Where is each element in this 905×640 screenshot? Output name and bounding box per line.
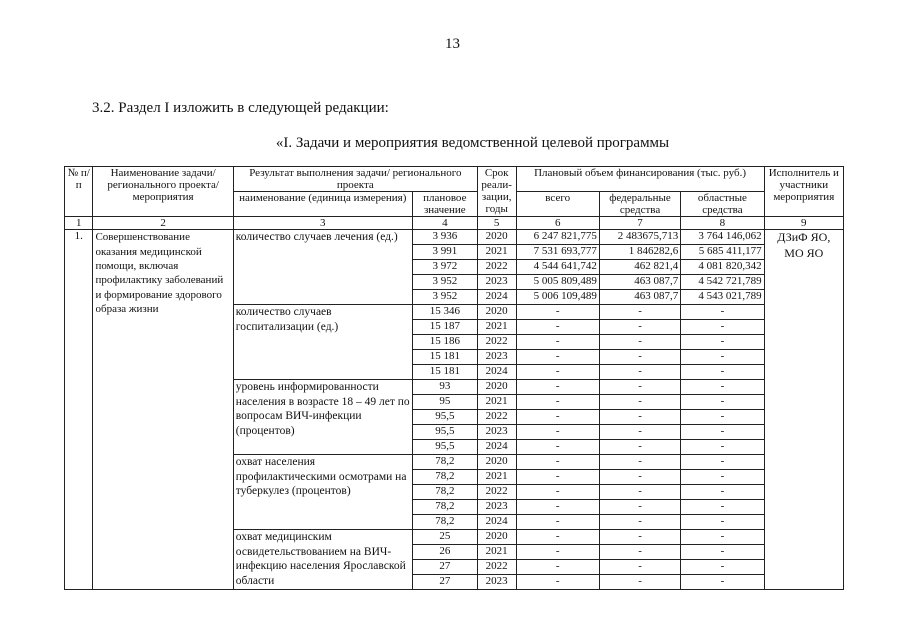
result-name: количество случаев госпитализации (ед.) [233,305,412,380]
finance-total: 5 006 109,489 [516,290,599,305]
finance-federal: - [599,440,680,455]
result-value: 27 [412,560,477,575]
finance-regional: - [681,350,764,365]
result-name: охват медицинским освидетельствованием на ВИЧ-инфекцию населения Ярославской области [233,530,412,590]
finance-regional: - [681,410,764,425]
finance-regional: 4 081 820,342 [681,260,764,275]
header-result: Результат выполнения задачи/ регионального проекта [233,167,477,192]
finance-regional: - [681,515,764,530]
finance-total: - [516,335,599,350]
finance-regional: - [681,575,764,590]
finance-federal: - [599,305,680,320]
column-number: 4 [412,217,477,230]
task-name: Совершенствование оказания медицинской помощи, включая профилактику заболеваний и формирование здорового образа жизни [93,230,233,590]
column-number: 1 [65,217,93,230]
result-value: 25 [412,530,477,545]
finance-federal: - [599,380,680,395]
result-name: количество случаев лечения (ед.) [233,230,412,305]
section-heading: 3.2. Раздел I изложить в следующей редакции: [92,100,389,116]
header-result-value: плановое значение [412,192,477,217]
finance-total: - [516,530,599,545]
result-value: 78,2 [412,485,477,500]
term-year: 2023 [477,275,516,290]
header-task: Наименование задачи/ регионального проекта/ мероприятия [93,167,233,217]
result-name: охват населения профилактическими осмотрами на туберкулез (процентов) [233,455,412,530]
finance-federal: - [599,485,680,500]
finance-federal: - [599,425,680,440]
term-year: 2021 [477,395,516,410]
result-value: 95,5 [412,410,477,425]
finance-total: 5 005 809,489 [516,275,599,290]
column-number: 6 [516,217,599,230]
finance-federal: - [599,320,680,335]
finance-total: - [516,440,599,455]
finance-regional: - [681,305,764,320]
column-number: 7 [599,217,680,230]
finance-regional: 3 764 146,062 [681,230,764,245]
finance-federal: - [599,455,680,470]
finance-regional: - [681,440,764,455]
finance-federal: - [599,575,680,590]
term-year: 2020 [477,455,516,470]
term-year: 2021 [477,320,516,335]
header-finance: Плановый объем финансирования (тыс. руб.) [516,167,764,192]
header-num: № п/п [65,167,93,217]
result-name: уровень информированности населения в возрасте 18 – 49 лет по вопросам ВИЧ-инфекции (процентов) [233,380,412,455]
result-value: 3 952 [412,275,477,290]
finance-federal: - [599,335,680,350]
header-executor: Исполнитель и участники мероприятия [764,167,843,217]
result-value: 78,2 [412,515,477,530]
term-year: 2022 [477,335,516,350]
finance-total: - [516,380,599,395]
result-value: 26 [412,545,477,560]
finance-total: - [516,365,599,380]
program-table [64,166,844,590]
result-value: 3 991 [412,245,477,260]
finance-total: - [516,305,599,320]
term-year: 2022 [477,560,516,575]
finance-federal: - [599,560,680,575]
term-year: 2022 [477,260,516,275]
result-value: 93 [412,380,477,395]
finance-total: 7 531 693,777 [516,245,599,260]
finance-federal: - [599,350,680,365]
term-year: 2022 [477,410,516,425]
finance-total: - [516,395,599,410]
finance-regional: - [681,545,764,560]
finance-regional: 4 542 721,789 [681,275,764,290]
result-value: 95,5 [412,440,477,455]
finance-regional: - [681,530,764,545]
finance-federal: - [599,530,680,545]
table-row [65,230,844,245]
finance-total: - [516,425,599,440]
term-year: 2023 [477,500,516,515]
result-value: 15 186 [412,335,477,350]
column-number-row [65,217,844,230]
finance-regional: - [681,395,764,410]
result-value: 78,2 [412,455,477,470]
result-value: 15 187 [412,320,477,335]
result-value: 95,5 [412,425,477,440]
header-result-name: наименование (единица измерения) [233,192,412,217]
finance-regional: 4 543 021,789 [681,290,764,305]
finance-total: - [516,410,599,425]
finance-regional: - [681,455,764,470]
finance-total: - [516,485,599,500]
finance-regional: - [681,500,764,515]
table-title: «I. Задачи и мероприятия ведомственной целевой программы [275,135,670,151]
finance-regional: - [681,425,764,440]
result-value: 95 [412,395,477,410]
finance-federal: - [599,365,680,380]
term-year: 2020 [477,530,516,545]
finance-total: 4 544 641,742 [516,260,599,275]
column-number: 9 [764,217,843,230]
finance-total: - [516,470,599,485]
finance-total: - [516,350,599,365]
finance-federal: 463 087,7 [599,290,680,305]
finance-total: - [516,320,599,335]
executor: ДЗиФ ЯО, МО ЯО [764,230,843,590]
result-value: 15 181 [412,365,477,380]
finance-federal: 2 483675,713 [599,230,680,245]
finance-federal: - [599,410,680,425]
row-number: 1. [65,230,93,590]
header-fin-federal: федеральные средства [599,192,680,217]
finance-regional: 5 685 411,177 [681,245,764,260]
result-value: 15 346 [412,305,477,320]
header-row-1 [65,167,844,192]
page-number: 13 [445,36,460,52]
result-value: 3 936 [412,230,477,245]
table-body [65,230,844,590]
finance-total: - [516,455,599,470]
finance-federal: 463 087,7 [599,275,680,290]
term-year: 2021 [477,470,516,485]
finance-regional: - [681,485,764,500]
header-term: Срок реали-зации, годы [477,167,516,217]
finance-regional: - [681,380,764,395]
column-number: 2 [93,217,233,230]
header-fin-total: всего [516,192,599,217]
term-year: 2023 [477,350,516,365]
finance-federal: - [599,470,680,485]
term-year: 2021 [477,245,516,260]
result-value: 3 972 [412,260,477,275]
term-year: 2022 [477,485,516,500]
result-value: 78,2 [412,500,477,515]
finance-total: - [516,515,599,530]
finance-federal: - [599,500,680,515]
column-number: 5 [477,217,516,230]
term-year: 2024 [477,515,516,530]
term-year: 2023 [477,425,516,440]
finance-total: - [516,575,599,590]
finance-federal: 1 846282,6 [599,245,680,260]
result-value: 78,2 [412,470,477,485]
finance-regional: - [681,365,764,380]
finance-federal: - [599,545,680,560]
finance-regional: - [681,320,764,335]
finance-federal: - [599,395,680,410]
term-year: 2020 [477,380,516,395]
finance-total: - [516,560,599,575]
term-year: 2020 [477,305,516,320]
term-year: 2020 [477,230,516,245]
header-fin-regional: областные средства [681,192,764,217]
finance-regional: - [681,560,764,575]
column-number: 8 [681,217,764,230]
term-year: 2023 [477,575,516,590]
finance-total: 6 247 821,775 [516,230,599,245]
term-year: 2021 [477,545,516,560]
finance-regional: - [681,335,764,350]
finance-total: - [516,545,599,560]
finance-regional: - [681,470,764,485]
result-value: 27 [412,575,477,590]
column-number: 3 [233,217,412,230]
term-year: 2024 [477,365,516,380]
term-year: 2024 [477,440,516,455]
result-value: 3 952 [412,290,477,305]
result-value: 15 181 [412,350,477,365]
finance-federal: 462 821,4 [599,260,680,275]
finance-total: - [516,500,599,515]
finance-federal: - [599,515,680,530]
term-year: 2024 [477,290,516,305]
